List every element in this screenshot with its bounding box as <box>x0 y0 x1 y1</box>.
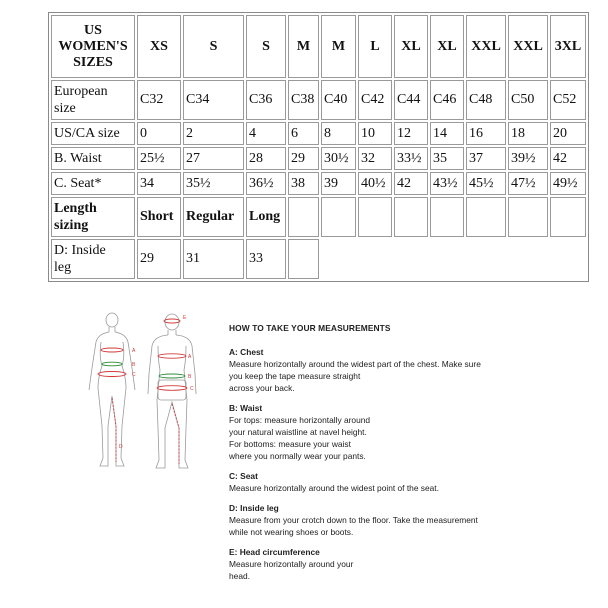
corner-line: US <box>84 22 102 38</box>
section-text: Measure horizontally around your <box>229 559 354 569</box>
row-label-line: size <box>54 101 76 116</box>
section-text: Measure horizontally around the widest part of the chest. Make sure <box>229 359 481 369</box>
table-cell: 34 <box>137 172 181 195</box>
female-figure <box>89 313 135 466</box>
table-blank-area <box>321 239 586 279</box>
table-header-row <box>51 15 586 78</box>
table-cell: Long <box>246 197 286 237</box>
table-cell-empty <box>358 197 392 237</box>
row-label-line: leg <box>54 260 72 275</box>
row-label <box>51 239 135 279</box>
measurement-instructions <box>229 322 529 590</box>
section-text: you keep the tape measure straight <box>229 371 361 381</box>
table-cell-empty <box>550 197 586 237</box>
table-cell: 25½ <box>137 147 181 170</box>
corner-line: WOMEN'S <box>58 38 128 54</box>
row-label-line: Length <box>54 201 97 216</box>
table-cell: C46 <box>430 80 464 120</box>
table-cell: 49½ <box>550 172 586 195</box>
section-heading: D: Inside leg <box>229 503 279 513</box>
section-text: For bottoms: measure your waist <box>229 439 351 449</box>
size-header: S <box>183 15 244 78</box>
table-cell: 40½ <box>358 172 392 195</box>
table-cell: C44 <box>394 80 428 120</box>
table-cell: C36 <box>246 80 286 120</box>
instruction-section-seat <box>229 470 529 494</box>
section-heading: A: Chest <box>229 347 264 357</box>
section-heading: B: Waist <box>229 403 263 413</box>
table-cell: 29 <box>288 147 319 170</box>
section-text: where you normally wear your pants. <box>229 451 366 461</box>
table-row-european-size <box>51 80 586 120</box>
table-cell: 30½ <box>321 147 356 170</box>
female-label: C <box>132 372 136 378</box>
table-cell: 0 <box>137 122 181 145</box>
table-cell: 31 <box>183 239 244 279</box>
instruction-section-head <box>229 546 529 582</box>
female-label: B <box>132 362 136 368</box>
table-cell: C50 <box>508 80 548 120</box>
table-cell: 39 <box>321 172 356 195</box>
male-measure-lines <box>157 319 187 464</box>
table-cell-empty <box>466 197 506 237</box>
size-header: M <box>288 15 319 78</box>
section-text: head. <box>229 571 250 581</box>
table-cell: Regular <box>183 197 244 237</box>
male-label: E <box>183 315 187 321</box>
size-header: XL <box>394 15 428 78</box>
corner-line: SIZES <box>73 54 113 70</box>
female-waist-line <box>102 362 122 366</box>
table-cell: 8 <box>321 122 356 145</box>
table-cell: 10 <box>358 122 392 145</box>
row-label: B. Waist <box>51 147 135 170</box>
table-cell-empty <box>394 197 428 237</box>
table-cell: 4 <box>246 122 286 145</box>
table-cell: C40 <box>321 80 356 120</box>
table-cell: C52 <box>550 80 586 120</box>
table-cell-empty <box>430 197 464 237</box>
table-cell: 27 <box>183 147 244 170</box>
table-cell: C34 <box>183 80 244 120</box>
table-corner-header <box>51 15 135 78</box>
table-cell-empty <box>508 197 548 237</box>
table-cell: 29 <box>137 239 181 279</box>
table-cell-empty <box>288 197 319 237</box>
row-label: C. Seat* <box>51 172 135 195</box>
size-header: XS <box>137 15 181 78</box>
female-label: D <box>119 444 123 450</box>
section-text: while not wearing shoes or boots. <box>229 527 354 537</box>
table-cell: 39½ <box>508 147 548 170</box>
table-cell: C42 <box>358 80 392 120</box>
table-cell: 28 <box>246 147 286 170</box>
table-cell: 37 <box>466 147 506 170</box>
table-cell: 6 <box>288 122 319 145</box>
section-heading: E: Head circumference <box>229 547 320 557</box>
male-figure <box>148 314 196 468</box>
row-label-line: D: Inside <box>54 243 106 258</box>
table-row-seat <box>51 172 586 195</box>
table-cell: 20 <box>550 122 586 145</box>
measurement-figures <box>86 308 212 480</box>
table-cell: 36½ <box>246 172 286 195</box>
section-text: Measure from your crotch down to the floor. Take the measurement <box>229 515 478 525</box>
size-header: L <box>358 15 392 78</box>
table-cell: Short <box>137 197 181 237</box>
instructions-title: HOW TO TAKE YOUR MEASUREMENTS <box>229 323 391 333</box>
row-label <box>51 197 135 237</box>
female-label: A <box>132 348 136 354</box>
table-cell: C38 <box>288 80 319 120</box>
table-cell: 18 <box>508 122 548 145</box>
instruction-section-chest <box>229 346 529 394</box>
male-label: C <box>190 386 194 392</box>
table-row-waist <box>51 147 586 170</box>
size-header: M <box>321 15 356 78</box>
table-cell: 12 <box>394 122 428 145</box>
instruction-section-inside-leg <box>229 502 529 538</box>
table-cell: 47½ <box>508 172 548 195</box>
size-header: XXL <box>508 15 548 78</box>
table-cell: 33 <box>246 239 286 279</box>
table-cell: 14 <box>430 122 464 145</box>
section-text: across your back. <box>229 383 295 393</box>
table-cell: 38 <box>288 172 319 195</box>
table-row-length-sizing <box>51 197 586 237</box>
row-label <box>51 80 135 120</box>
table-row-us-ca-size <box>51 122 586 145</box>
table-cell: 33½ <box>394 147 428 170</box>
section-heading: C: Seat <box>229 471 258 481</box>
table-cell-empty <box>288 239 319 279</box>
table-cell: 35½ <box>183 172 244 195</box>
size-chart-table <box>48 12 589 282</box>
size-header: S <box>246 15 286 78</box>
male-waist-line <box>159 374 185 378</box>
size-header: XL <box>430 15 464 78</box>
table-cell: 45½ <box>466 172 506 195</box>
size-header: 3XL <box>550 15 586 78</box>
section-text: your natural waistline at navel height. <box>229 427 367 437</box>
table-cell: 35 <box>430 147 464 170</box>
section-text: For tops: measure horizontally around <box>229 415 371 425</box>
body-outline-illustration <box>86 308 212 480</box>
table-cell: 43½ <box>430 172 464 195</box>
table-cell: 42 <box>394 172 428 195</box>
table-cell: 42 <box>550 147 586 170</box>
table-cell: 16 <box>466 122 506 145</box>
table-cell: 2 <box>183 122 244 145</box>
row-label-line: sizing <box>54 218 89 233</box>
table-row-inside-leg <box>51 239 586 279</box>
row-label: US/CA size <box>51 122 135 145</box>
male-label: B <box>188 374 192 380</box>
table-cell: 32 <box>358 147 392 170</box>
size-header: XXL <box>466 15 506 78</box>
section-text: Measure horizontally around the widest point of the seat. <box>229 483 439 493</box>
table-cell: C48 <box>466 80 506 120</box>
table-cell: C32 <box>137 80 181 120</box>
male-label: A <box>188 354 192 360</box>
table-cell-empty <box>321 197 356 237</box>
row-label-line: European <box>54 84 108 99</box>
instruction-section-waist <box>229 402 529 462</box>
